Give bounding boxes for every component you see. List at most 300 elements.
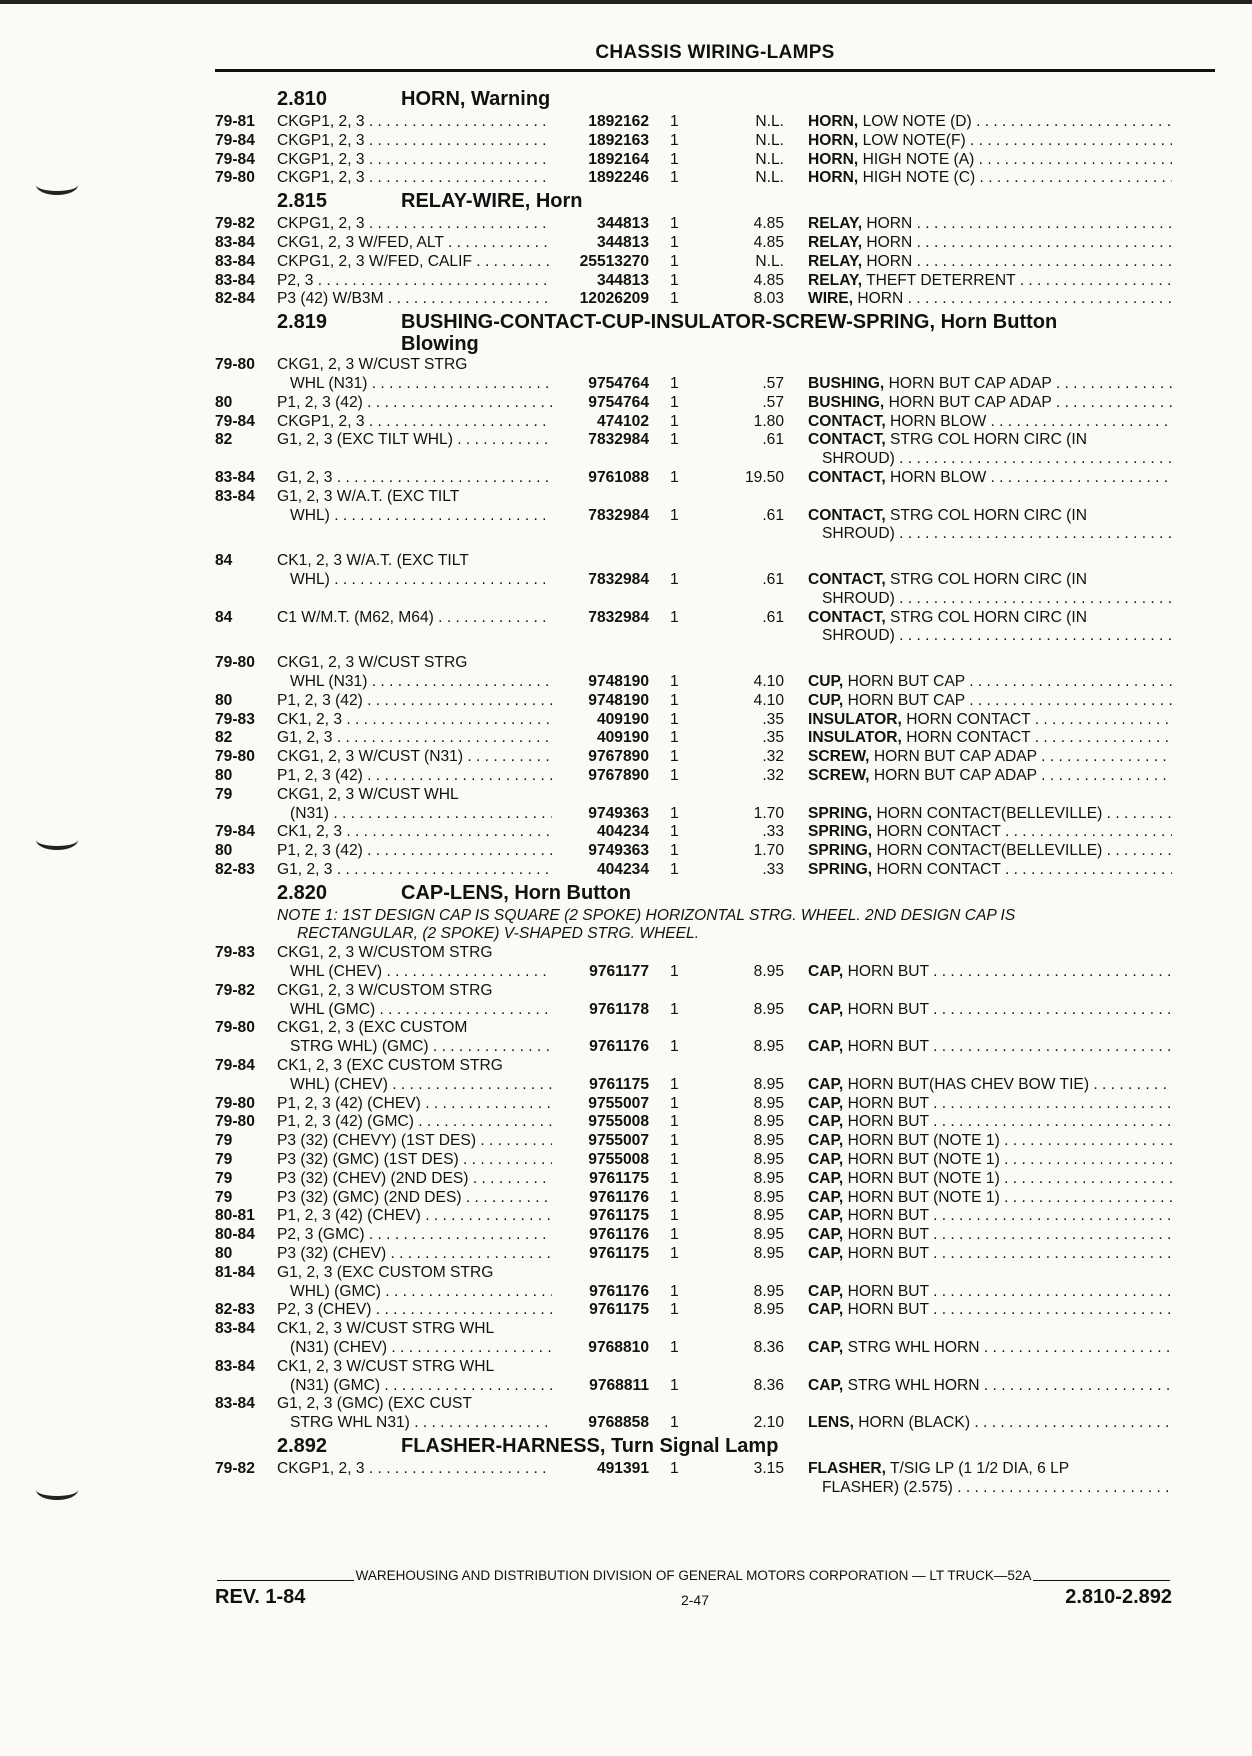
part-name: SPRING, [808,804,873,822]
quantity: 1 [670,169,679,187]
quantity: 1 [670,1094,679,1112]
part-number: 344813 [596,215,649,233]
part-name: HORN, [808,113,859,130]
table-row [0,1283,1252,1302]
quantity: 1 [670,1414,679,1432]
part-name: BUSHING, [808,374,885,392]
price: 1.70 [753,842,784,860]
part-name: CONTACT, [808,468,886,486]
part-number: 9749363 [588,842,649,860]
table-row [0,654,1252,673]
part-name: HORN, [808,150,859,168]
part-number: 9761175 [589,1245,649,1263]
part-description [808,823,1172,842]
model-years: 79-84 [215,823,255,841]
quantity: 1 [670,1169,679,1187]
part-number: 344813 [596,271,649,289]
model-application-cont: (N31) . . . [290,805,552,824]
model-application: P2, 3 (GMC) . . . [277,1226,552,1245]
part-description-cont: SHROUD) . . . [822,450,1172,469]
part-name: SPRING, [808,823,873,841]
part-detail: HORN BUT CAP ADAP [869,748,1037,766]
part-description [808,234,1172,253]
price: 4.10 [753,672,784,690]
model-years: 79-82 [215,981,255,999]
price: 8.95 [753,1151,784,1169]
model-application: G1, 2, 3 . . . [277,469,552,488]
price: 8.36 [753,1376,784,1394]
part-number: 7832984 [588,570,649,588]
section-heading-cont [0,333,1252,356]
part-number: 7832984 [588,431,649,449]
quantity: 1 [670,1207,679,1225]
part-name: RELAY, [808,271,863,289]
part-number: 9768810 [588,1339,649,1357]
table-row [0,767,1252,786]
model-application-cont: STRG WHL N31) . . . [290,1414,552,1433]
table-row [0,1001,1252,1020]
part-number: 9761178 [589,1000,649,1018]
part-number: 9767890 [588,766,649,784]
quantity: 1 [670,1282,679,1300]
quantity: 1 [670,842,679,860]
part-detail: HORN BUT [843,1245,929,1263]
model-years: 83-84 [215,468,255,486]
part-name: CAP, [808,1282,844,1300]
model-application: CKGP1, 2, 3 . . . [277,151,552,170]
part-name: RELAY, [808,233,863,251]
table-row [0,711,1252,730]
quantity: 1 [670,1460,679,1477]
model-years: 79 [215,1132,233,1150]
model-application: CKGP1, 2, 3 . . . [277,413,552,432]
model-application-cont: WHL (CHEV) . . . [290,963,552,982]
table-row [0,431,1252,450]
part-detail: HORN BUT [843,1094,929,1112]
table-row [0,609,1252,628]
quantity: 1 [670,1188,679,1206]
model-application: P3 (32) (GMC) (2ND DES) . . . [277,1189,552,1208]
table-row [0,525,1252,544]
model-years: 79-83 [215,710,255,728]
part-description [808,1151,1172,1170]
part-description [808,1207,1172,1226]
price: 8.95 [753,1245,784,1263]
model-application: CK1, 2, 3 (EXC CUSTOM STRG [277,1057,503,1075]
table-row [0,215,1252,234]
part-description [808,113,1172,132]
part-description [808,394,1172,413]
price: .57 [762,374,784,392]
table-row [0,1095,1252,1114]
part-name: CONTACT, [808,412,886,430]
model-years: 82-83 [215,1301,255,1319]
model-application: P1, 2, 3 (42) (GMC) . . . [277,1113,552,1132]
part-name: SPRING, [808,842,873,860]
part-number: 404234 [596,823,649,841]
model-years: 80 [215,691,233,709]
part-number: 9761176 [589,1038,649,1056]
model-application: P1, 2, 3 (42) (CHEV) . . . [277,1095,552,1114]
model-application: CKGP1, 2, 3 . . . [277,169,552,188]
part-detail: HORN BUT CAP [843,691,965,709]
price: 8.95 [753,1169,784,1187]
table-row [0,169,1252,188]
part-number: 9761175 [589,1207,649,1225]
model-years: 79-80 [215,1094,255,1112]
model-years: 83-84 [215,1357,255,1375]
table-row [0,1057,1252,1076]
price: 8.95 [753,1301,784,1319]
part-detail: HORN BLOW [885,468,987,486]
quantity: 1 [670,1038,679,1056]
quantity: 1 [670,374,679,392]
section-number: 2.810 [277,88,328,110]
part-name: INSULATOR, [808,729,902,747]
header-rule [215,69,1215,72]
part-number: 404234 [596,860,649,878]
price: N.L. [755,169,784,187]
part-name: CONTACT, [808,608,886,626]
part-number: 9761176 [589,1188,649,1206]
section-heading [0,86,1252,113]
price: 8.36 [753,1339,784,1357]
part-detail: HORN BUT [843,1038,929,1056]
model-application: P3 (42) W/B3M . . . [277,290,552,309]
price: .32 [762,766,784,784]
part-detail: HORN (BLACK) [853,1414,971,1432]
part-detail: HORN BUT CAP [843,672,965,690]
model-application: CKGP1, 2, 3 . . . [277,1460,552,1479]
part-name: CAP, [808,1094,844,1112]
top-border [0,0,1252,4]
part-description [808,1001,1172,1020]
quantity: 1 [670,1075,679,1093]
table-row [0,571,1252,590]
part-name: CAP, [808,1113,844,1131]
quantity: 1 [670,1245,679,1263]
part-number: 9761088 [588,468,649,486]
model-years: 82 [215,729,233,747]
part-number: 7832984 [588,506,649,524]
model-years: 79-80 [215,654,255,672]
model-years: 80-81 [215,1207,255,1225]
part-name: WIRE, [808,290,854,308]
part-number: 409190 [596,729,649,747]
model-application: G1, 2, 3 (EXC CUSTOM STRG [277,1263,494,1281]
model-years: 83-84 [215,487,255,505]
footer-division-line [215,1568,1172,1583]
footer-rule [217,1580,354,1581]
table-row [0,356,1252,375]
quantity: 1 [670,506,679,524]
part-detail: HORN CONTACT(BELLEVILLE) [872,804,1103,822]
section-range: 2.810-2.892 [1065,1586,1172,1608]
model-years: 80 [215,842,233,860]
part-name: CONTACT, [808,431,886,449]
page-number: 2-47 [680,1592,710,1608]
model-application-cont: WHL) (CHEV) . . . [290,1076,552,1095]
model-application-cont: WHL (GMC) . . . [290,1001,552,1020]
price: 8.95 [753,1094,784,1112]
part-number: 9761175 [589,1301,649,1319]
part-number: 9748190 [588,691,649,709]
price: .32 [762,748,784,766]
part-detail: STRG COL HORN CIRC (IN [885,608,1087,626]
part-description [808,1170,1172,1189]
quantity: 1 [670,290,679,308]
model-application: CKG1, 2, 3 W/CUST (N31) . . . [277,748,552,767]
part-detail: HIGH NOTE (C) [858,169,976,187]
table-row [0,786,1252,805]
quantity: 1 [670,412,679,430]
model-application-cont: WHL) . . . [290,507,552,526]
part-description-cont: SHROUD) . . . [822,590,1172,609]
part-number: 491391 [596,1460,649,1477]
model-years: 79 [215,1188,233,1206]
part-detail: HORN [862,233,913,251]
part-description [808,571,1172,590]
price: N.L. [755,150,784,168]
section-title: FLASHER-HARNESS, Turn Signal Lamp [401,1435,779,1457]
quantity: 1 [670,823,679,841]
price: 2.10 [753,1414,784,1432]
part-name: CAP, [808,1169,844,1187]
part-description [808,692,1172,711]
table-row [0,861,1252,880]
part-detail: HIGH NOTE (A) [858,150,975,168]
price: .61 [762,608,784,626]
table-row [0,1038,1252,1057]
model-years: 82 [215,431,233,449]
model-application: CKPG1, 2, 3 . . . [277,215,552,234]
section-note [0,907,1252,926]
quantity: 1 [670,766,679,784]
table-row [0,1377,1252,1396]
price: N.L. [755,113,784,130]
part-description [808,1460,1172,1479]
table-row [0,1358,1252,1377]
row-gap [0,544,1252,552]
table-row [0,113,1252,132]
quantity: 1 [670,804,679,822]
model-years: 83-84 [215,252,255,270]
quantity: 1 [670,271,679,289]
part-detail: HORN BUT CAP ADAP [869,766,1037,784]
table-row [0,1170,1252,1189]
part-number: 9754764 [588,374,649,392]
table-row [0,375,1252,394]
part-detail: LOW NOTE(F) [858,131,966,149]
model-years: 81-84 [215,1263,255,1281]
model-application-cont: (N31) (GMC) . . . [290,1377,552,1396]
quantity: 1 [670,710,679,728]
model-application: CK1, 2, 3 . . . [277,823,552,842]
part-detail: HORN CONTACT [872,860,1001,878]
model-application: P1, 2, 3 (42) . . . [277,767,552,786]
part-detail: HORN BUT [843,1113,929,1131]
model-years: 79-82 [215,1460,255,1477]
model-years: 80 [215,1245,233,1263]
section-heading [0,188,1252,215]
table-row [0,805,1252,824]
table-row [0,1151,1252,1170]
section-heading [0,309,1252,336]
model-application: G1, 2, 3 (EXC TILT WHL) . . . [277,431,552,450]
model-years: 80-84 [215,1226,255,1244]
part-detail: HORN BLOW [885,412,987,430]
part-description [808,673,1172,692]
price: 8.03 [753,290,784,308]
table-row [0,1460,1252,1479]
part-detail: HORN BUT (NOTE 1) [843,1132,1000,1150]
part-detail: HORN CONTACT [872,823,1001,841]
model-years: 82-84 [215,290,255,308]
model-application: P1, 2, 3 (42) (CHEV) . . . [277,1207,552,1226]
section-title-cont: Blowing [401,333,479,356]
part-name: CAP, [808,1038,844,1056]
part-detail: T/SIG LP (1 1/2 DIA, 6 LP [885,1460,1070,1477]
price: .35 [762,729,784,747]
table-row [0,488,1252,507]
model-application: CK1, 2, 3 . . . [277,711,552,730]
part-number: 9761176 [589,1226,649,1244]
part-detail: HORN [862,215,913,233]
part-description [808,215,1172,234]
model-years: 79-80 [215,169,255,187]
part-number: 9761177 [589,963,649,981]
quantity: 1 [670,1000,679,1018]
part-number: 12026209 [579,290,649,308]
section-title: RELAY-WIRE, Horn [401,190,583,213]
part-description [808,963,1172,982]
part-detail: HORN BUT [843,1000,929,1018]
footer-rule [1033,1580,1170,1581]
part-description [808,1189,1172,1208]
price: 8.95 [753,1038,784,1056]
model-application: P3 (32) (CHEVY) (1ST DES) . . . [277,1132,552,1151]
table-row [0,823,1252,842]
price: 1.80 [753,412,784,430]
part-description [808,1113,1172,1132]
part-detail: THEFT DETERRENT [862,271,1016,289]
section-number: 2.892 [277,1435,328,1457]
part-number: 409190 [596,710,649,728]
model-application: CKPG1, 2, 3 W/FED, CALIF . . . [277,253,552,272]
quantity: 1 [670,1151,679,1169]
quantity: 1 [670,963,679,981]
part-name: SCREW, [808,748,870,766]
part-description [808,272,1172,291]
quantity: 1 [670,1226,679,1244]
price: 8.95 [753,1226,784,1244]
part-name: CAP, [808,1376,844,1394]
part-number: 9748190 [588,672,649,690]
model-years: 83-84 [215,233,255,251]
model-application-cont: WHL) . . . [290,571,552,590]
part-name: FLASHER, [808,1460,886,1477]
table-row [0,394,1252,413]
price: 8.95 [753,1113,784,1131]
quantity: 1 [670,233,679,251]
part-detail: LOW NOTE (D) [858,113,972,130]
model-application: C1 W/M.T. (M62, M64) . . . [277,609,552,628]
model-application: CKG1, 2, 3 W/CUST STRG [277,356,468,374]
table-row [0,1395,1252,1414]
model-application: G1, 2, 3 . . . [277,729,552,748]
part-name: CUP, [808,672,844,690]
model-application: CKG1, 2, 3 W/CUSTOM STRG [277,944,493,962]
part-description [808,842,1172,861]
table-row [0,692,1252,711]
part-detail: HORN BUT CAP ADAP [884,393,1052,411]
price: .57 [762,393,784,411]
price: 8.95 [753,1000,784,1018]
model-application: CKG1, 2, 3 W/FED, ALT . . . [277,234,552,253]
part-detail: HORN CONTACT(BELLEVILLE) [872,842,1103,860]
model-application: G1, 2, 3 W/A.T. (EXC TILT [277,487,460,505]
part-description [808,469,1172,488]
quantity: 1 [670,1113,679,1131]
table-row [0,982,1252,1001]
model-years: 79 [215,785,233,803]
part-name: CAP, [808,1207,844,1225]
model-application: P3 (32) (CHEV) (2ND DES) . . . [277,1170,552,1189]
part-description [808,431,1172,450]
price: .61 [762,506,784,524]
table-row [0,1207,1252,1226]
part-description-cont: SHROUD) . . . [822,525,1172,544]
part-name: CONTACT, [808,570,886,588]
part-number: 9754764 [588,393,649,411]
table-row [0,1019,1252,1038]
part-description [808,507,1172,526]
model-application: P2, 3 . . . [277,272,552,291]
model-application: P2, 3 (CHEV) . . . [277,1301,552,1320]
quantity: 1 [670,729,679,747]
price: .61 [762,570,784,588]
model-application: CK1, 2, 3 W/CUST STRG WHL [277,1357,495,1375]
part-number: 1892163 [588,131,649,149]
table-row [0,272,1252,291]
table-row [0,1264,1252,1283]
table-row [0,1414,1252,1433]
model-years: 79-84 [215,150,255,168]
part-detail: HORN BUT (NOTE 1) [843,1169,1000,1187]
part-name: SCREW, [808,766,870,784]
part-description-cont: FLASHER) (2.575) . . . [822,1479,1172,1498]
section-heading [0,880,1252,907]
model-years: 83-84 [215,1320,255,1338]
part-detail: HORN BUT (NOTE 1) [843,1188,1000,1206]
table-row [0,552,1252,571]
part-detail: HORN BUT [843,1301,929,1319]
part-detail: STRG COL HORN CIRC (IN [885,431,1087,449]
table-row [0,673,1252,692]
part-description-cont: SHROUD) . . . [822,627,1172,646]
model-application: P1, 2, 3 (42) . . . [277,394,552,413]
part-description [808,767,1172,786]
price: 8.95 [753,1188,784,1206]
table-row [0,234,1252,253]
part-number: 474102 [596,412,649,430]
model-application-cont: STRG WHL) (GMC) . . . [290,1038,552,1057]
part-description [808,1076,1172,1095]
quantity: 1 [670,150,679,168]
part-description [808,151,1172,170]
part-description [808,1414,1172,1433]
part-description [808,711,1172,730]
